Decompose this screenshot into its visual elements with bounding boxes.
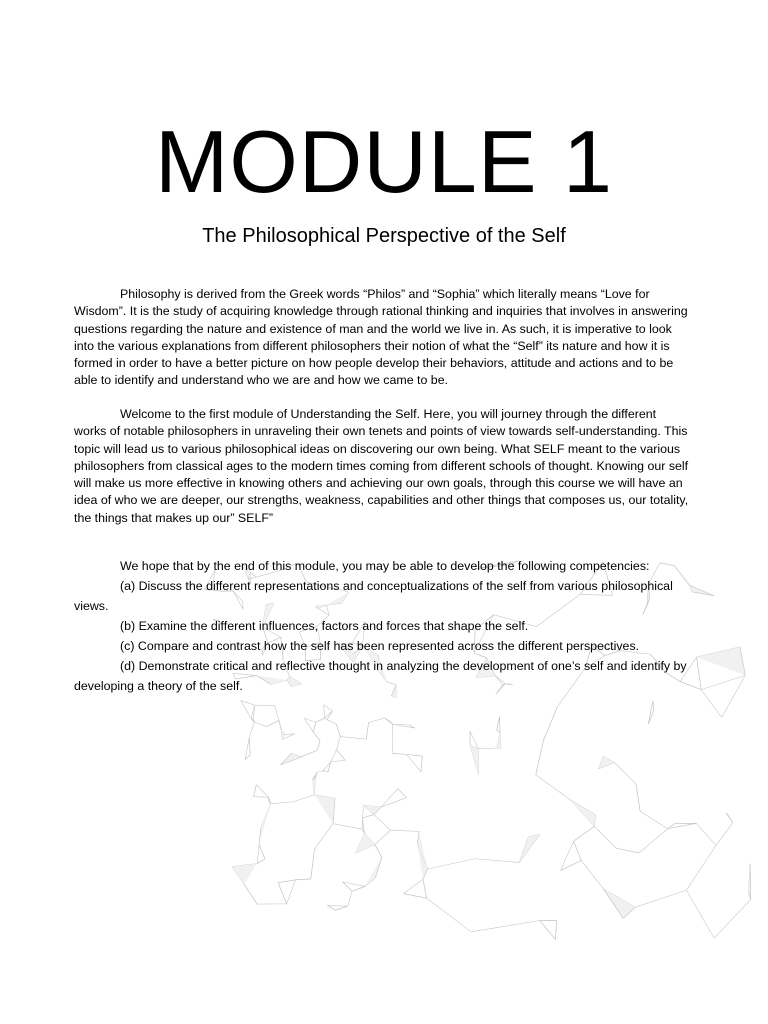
mesh-facet: [314, 795, 335, 824]
mesh-line: [616, 848, 639, 853]
mesh-line: [337, 737, 341, 750]
mesh-line: [636, 784, 640, 811]
mesh-line: [331, 750, 337, 762]
mesh-line: [403, 879, 423, 893]
mesh-line: [313, 722, 315, 732]
mesh-line: [271, 802, 293, 804]
mesh-line: [407, 754, 423, 756]
mesh-line: [581, 860, 603, 888]
mesh-line: [241, 700, 252, 718]
mesh-line: [311, 849, 315, 879]
mesh-line: [536, 775, 570, 800]
module-title: MODULE 1: [155, 112, 613, 211]
competency-item: (a) Discuss the different representations and conceptualizations of the self from various philosophical views.: [74, 579, 673, 613]
mesh-line: [391, 830, 419, 831]
mesh-line: [335, 906, 347, 910]
mesh-line: [648, 711, 653, 724]
mesh-line: [696, 823, 716, 845]
mesh-line: [478, 748, 496, 749]
mesh-line: [327, 720, 336, 725]
mesh-line: [574, 841, 582, 860]
mesh-line: [726, 813, 733, 823]
mesh-line: [337, 750, 346, 760]
mesh-line: [275, 706, 279, 721]
mesh-line: [304, 718, 316, 722]
mesh-line: [362, 805, 363, 818]
mesh-line: [279, 720, 281, 729]
welcome-paragraph: [74, 406, 690, 527]
mesh-facet: [259, 804, 271, 845]
mesh-line: [686, 890, 714, 938]
mesh-line: [324, 705, 325, 718]
mesh-line: [254, 785, 257, 797]
mesh-line: [336, 724, 340, 736]
mesh-line: [614, 762, 636, 784]
mesh-line: [701, 690, 721, 718]
mesh-line: [574, 826, 595, 841]
mesh-facet: [232, 864, 257, 885]
mesh-line: [244, 884, 257, 904]
mesh-line: [324, 705, 333, 711]
mesh-line: [668, 823, 697, 828]
mesh-line: [555, 921, 556, 940]
mesh-line: [640, 811, 668, 829]
intro-paragraph: [74, 286, 690, 390]
mesh-line: [398, 789, 407, 798]
mesh-line: [540, 921, 556, 940]
mesh-line: [366, 723, 368, 740]
mesh-line: [259, 845, 265, 859]
mesh-line: [340, 737, 366, 740]
competency-item: (d) Demonstrate critical and reflective thought in analyzing the development of one’s self and identify by developing a theory of the self.: [74, 659, 687, 693]
mesh-line: [427, 898, 472, 932]
mesh-line: [423, 879, 427, 898]
mesh-line: [327, 905, 347, 906]
mesh-line: [267, 720, 279, 726]
mesh-line: [333, 824, 362, 829]
mesh-line: [475, 859, 519, 863]
paragraph-welcome: Welcome to the first module of Understanding the Self. Here, you will journey through the different works of notable philosophers in unraveling their own tenets and points of view towards self-understanding. This topic will lead us to various philosophical ideas on discovering our own being. What SELF meant to the various philosophers from classical ages to the modern times coming from different schools of thought. Knowing our self will make us more effective in knowing others and achieving our own goals, through this course we will have an idea of who we are deeper, our strengths, weakness, capabilities and other things that composes us, our totality, the things that makes up our” SELF”: [74, 407, 689, 525]
mesh-line: [254, 722, 266, 726]
mesh-line: [374, 815, 391, 831]
mesh-line: [561, 860, 582, 870]
mesh-line: [561, 841, 574, 870]
competencies-section: [74, 556, 690, 696]
mesh-line: [331, 760, 346, 761]
mesh-line: [249, 722, 254, 738]
mesh-line: [375, 844, 381, 857]
mesh-line: [471, 921, 540, 932]
competencies-intro: We hope that by the end of this module, you may be able to develop the following competencies:: [120, 559, 650, 573]
mesh-line: [421, 756, 422, 772]
mesh-line: [536, 740, 544, 775]
mesh-line: [393, 753, 407, 754]
mesh-line: [317, 741, 320, 750]
mesh-line: [278, 880, 295, 883]
mesh-line: [254, 797, 269, 798]
mesh-line: [428, 859, 475, 869]
mesh-line: [385, 718, 391, 722]
mesh-line: [714, 900, 751, 939]
mesh-line: [653, 701, 654, 711]
mesh-line: [301, 750, 317, 757]
mesh-line: [544, 707, 558, 740]
mesh-line: [348, 891, 352, 906]
mesh-line: [327, 905, 335, 910]
mesh-facet: [355, 833, 375, 853]
mesh-facet: [281, 753, 302, 765]
mesh-line: [594, 826, 616, 848]
mesh-line: [313, 732, 320, 741]
mesh-line: [686, 845, 716, 890]
mesh-line: [304, 718, 313, 732]
module-subtitle: The Philosophical Perspective of the Self: [202, 225, 566, 247]
mesh-line: [249, 738, 250, 755]
mesh-line: [257, 845, 259, 864]
paragraph-philosophy: Philosophy is derived from the Greek words “Philos” and “Sophia” which literally means “Love for Wisdom”. It is the study of acquiring knowledge through rational thinking and inquiries that involves in answering questions regarding the nature and existence of man and the world we live in. As such, it is imperative to look into the various explanations from different philosophers their notion of what the “Self” its nature and how it is formed in order to have a better picture on how people develop their behaviors, attitude and actions and to be able to identify and understand who we are and how we came to be.: [74, 287, 688, 388]
mesh-line: [296, 879, 311, 880]
mesh-line: [648, 701, 652, 724]
mesh-line: [639, 829, 668, 853]
mesh-line: [256, 785, 268, 798]
mesh-line: [255, 705, 275, 706]
mesh-line: [369, 718, 385, 723]
mesh-line: [697, 657, 702, 690]
mesh-line: [716, 823, 733, 846]
mesh-line: [635, 890, 686, 907]
competency-item: (b) Examine the different influences, factors and forces that shape the self.: [120, 619, 529, 633]
mesh-facet: [570, 800, 595, 827]
mesh-line: [278, 883, 286, 904]
mesh-line: [287, 880, 296, 904]
mesh-line: [315, 824, 333, 849]
competency-item: (c) Compare and contrast how the self has been represented across the different perspectives.: [120, 639, 640, 653]
mesh-line: [352, 886, 365, 891]
mesh-facet: [604, 889, 636, 918]
mesh-line: [362, 815, 374, 819]
mesh-line: [257, 859, 265, 864]
mesh-line: [497, 717, 500, 730]
mesh-line: [403, 894, 426, 898]
mesh-facet: [497, 732, 501, 748]
mesh-facet: [365, 857, 381, 886]
mesh-line: [375, 830, 390, 844]
mesh-line: [497, 730, 500, 732]
mesh-line: [293, 795, 315, 802]
mesh-line: [407, 754, 421, 771]
